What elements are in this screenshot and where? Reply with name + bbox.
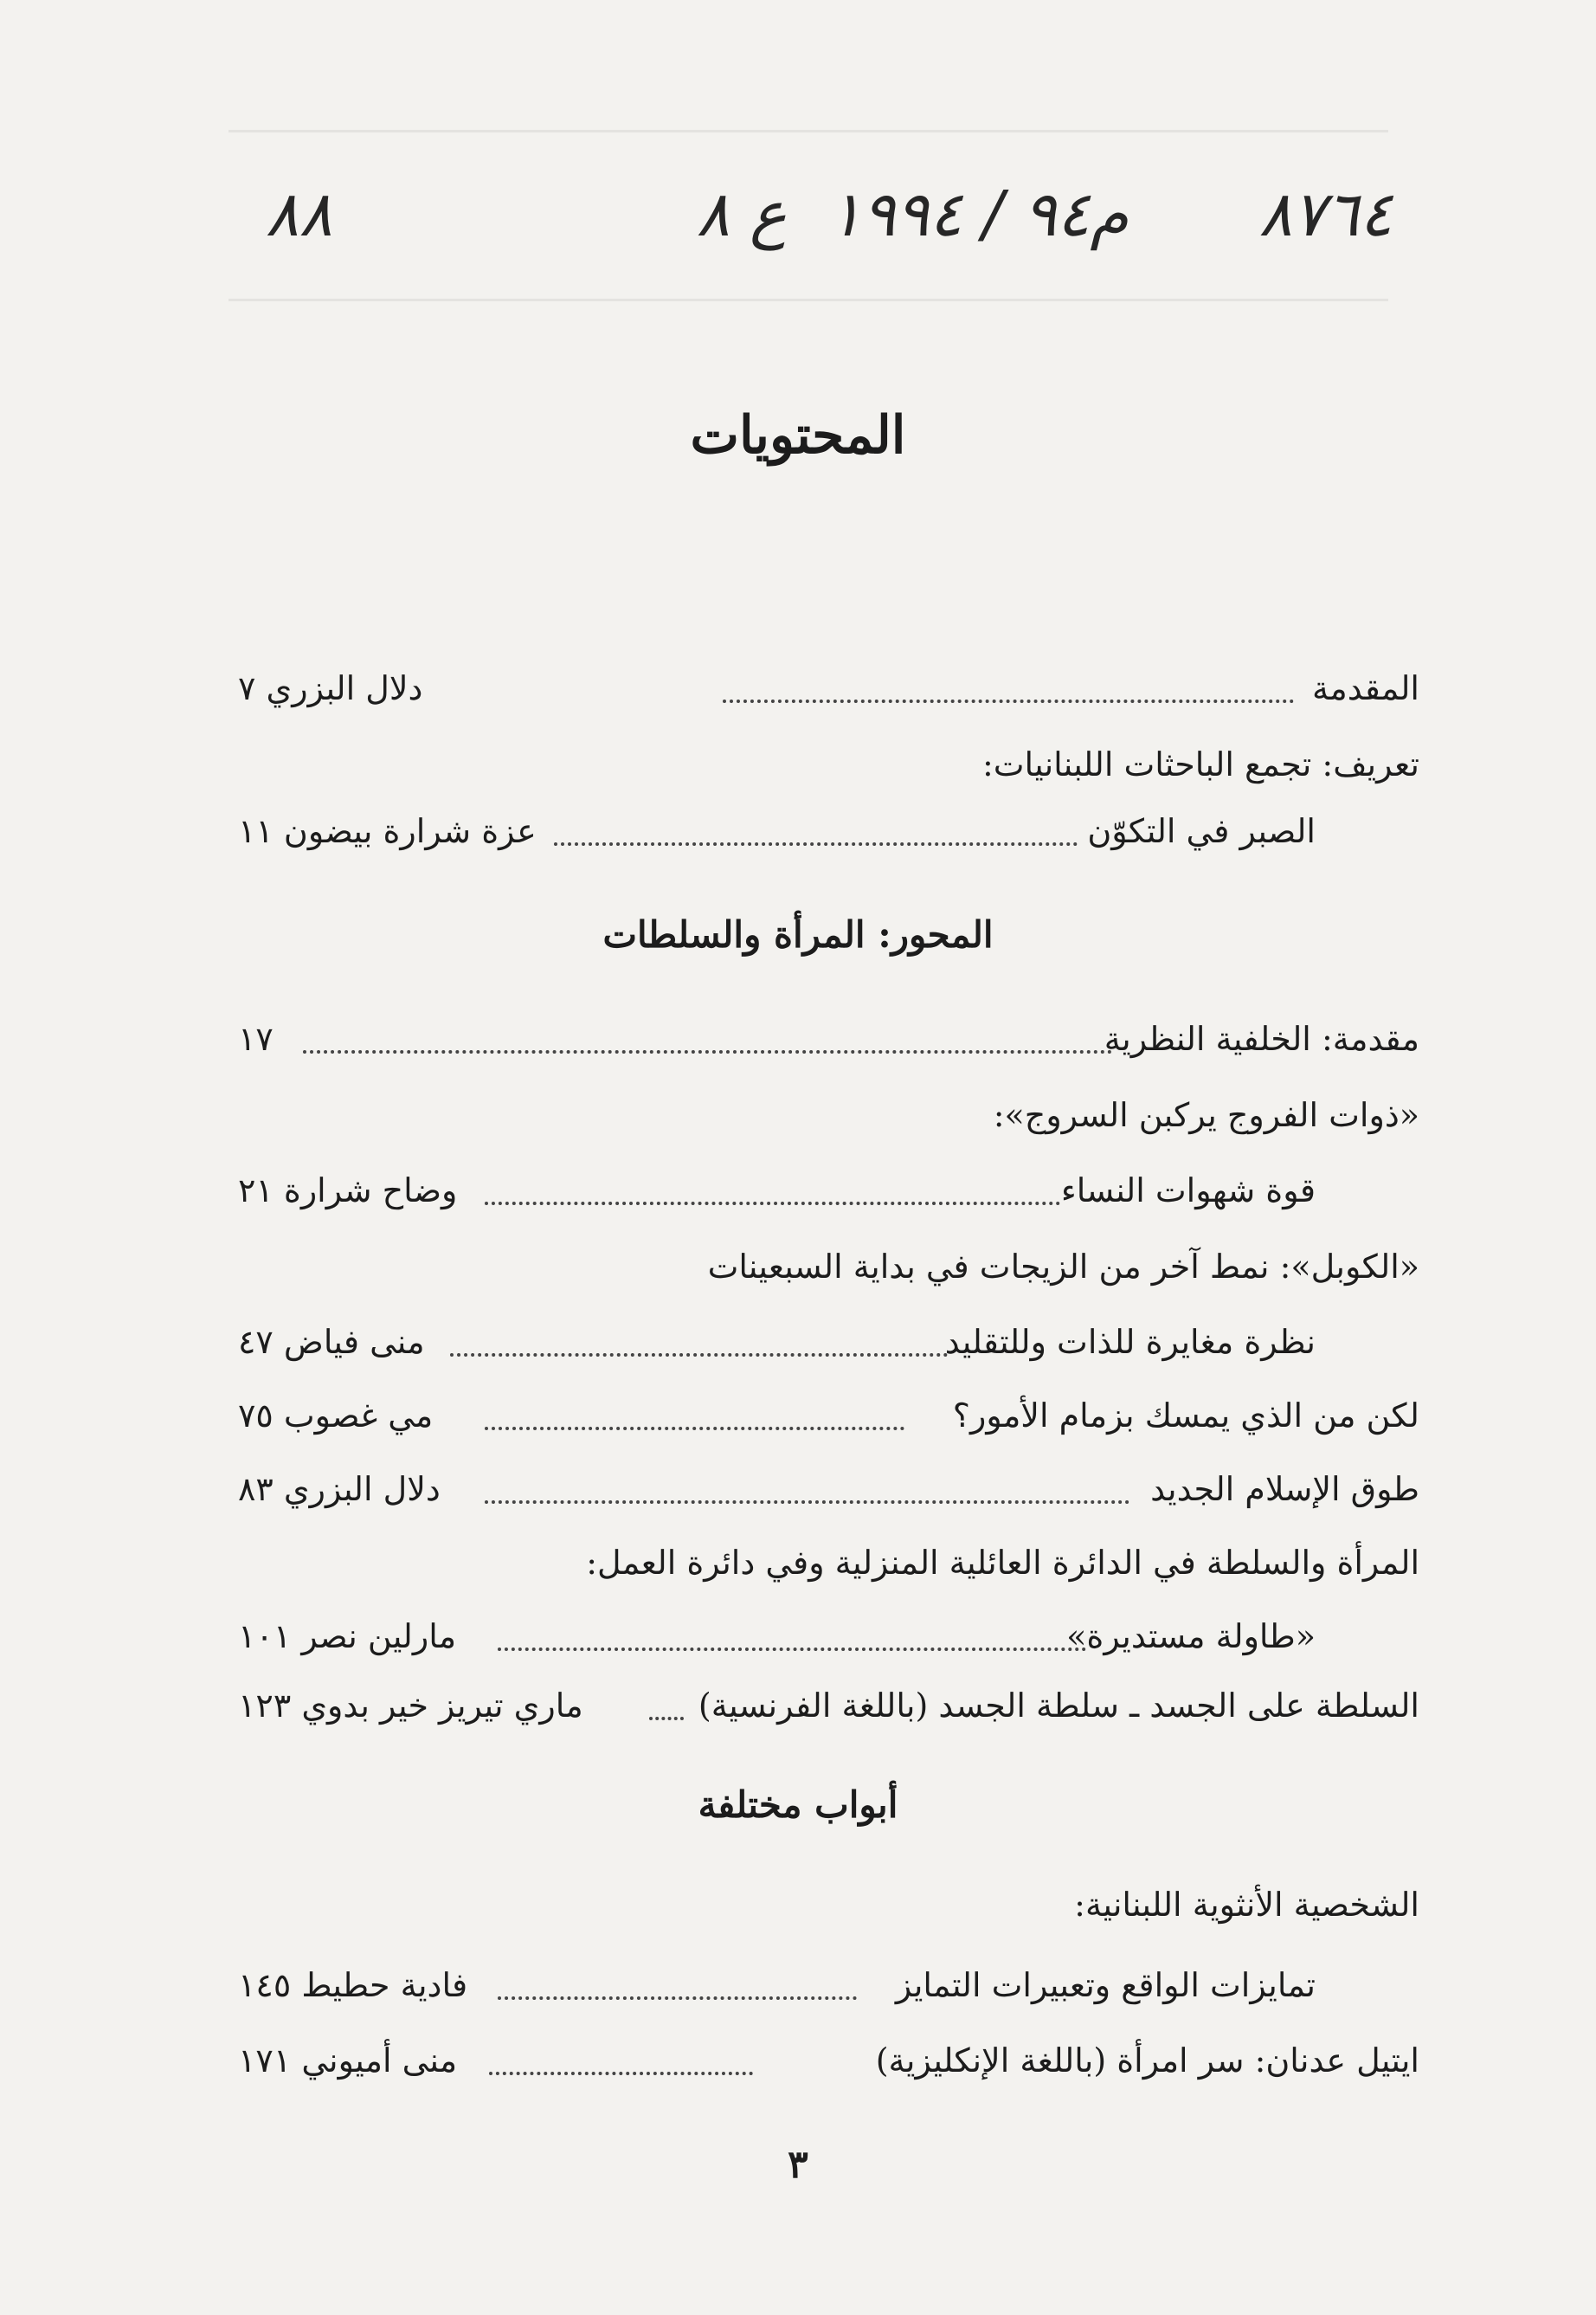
toc-entry-author-page: دلال البزري ٧ — [238, 669, 423, 707]
toc-entry — [238, 1459, 1419, 1519]
toc-entry-author-page: فادية حطيط ١٤٥ — [238, 1966, 468, 2004]
leader-dots — [485, 1202, 1060, 1205]
toc-subheading — [238, 1532, 1419, 1593]
leader-dots — [489, 2072, 753, 2075]
leader-dots — [498, 1648, 1086, 1651]
leader-dots — [485, 1500, 1129, 1504]
toc-subheading-text: تعريف: تجمع الباحثات اللبنانيات: — [981, 745, 1419, 783]
toc-entry-title: المقدمة — [1311, 669, 1419, 707]
toc-subheading — [238, 1236, 1419, 1297]
toc-entry-title: السلطة على الجسد ـ سلطة الجسد (باللغة الفرنسية) — [698, 1686, 1419, 1725]
section-heading: أبواب مختلفة — [698, 1783, 898, 1826]
toc-entry — [238, 2030, 1419, 2091]
toc-subheading — [238, 1874, 1419, 1935]
toc-entry — [238, 1009, 1419, 1069]
toc-subheading-text: المرأة والسلطة في الدائرة العائلية المنزلية وفي دائرة العمل: — [586, 1544, 1419, 1582]
section-heading: المحور: المرأة والسلطات — [602, 913, 994, 956]
toc-entry-author-page: دلال البزري ٨٣ — [238, 1470, 441, 1508]
page-title: المحتويات — [690, 405, 906, 466]
toc-subheading-text: «ذوات الفروج يركبن السروج»: — [993, 1096, 1419, 1134]
toc-entry — [238, 1606, 1419, 1667]
handwritten-note-part: م٩٤ / ١٩٩٤ — [828, 177, 1129, 250]
handwritten-catalog-note — [0, 177, 1596, 273]
toc-subheading — [238, 1085, 1419, 1145]
toc-entry — [238, 1955, 1419, 2015]
toc-entry-author-page: وضاح شرارة ٢١ — [238, 1171, 458, 1209]
leader-dots — [649, 1717, 684, 1720]
leader-dots — [450, 1353, 948, 1357]
toc-entry-title: نظرة مغايرة للذات وللتقليد — [944, 1323, 1316, 1361]
toc-entry-author-page: عزة شرارة بيضون ١١ — [238, 812, 537, 850]
toc-entry-author-page: مي غصوب ٧٥ — [238, 1396, 434, 1435]
toc-entry — [238, 1160, 1419, 1221]
toc-subheading-text: «الكوبل»: نمط آخر من الزيجات في بداية السبعينات — [707, 1248, 1419, 1286]
bleed-through-mark — [228, 299, 1388, 301]
toc-subheading — [238, 734, 1419, 795]
handwritten-note-part: ع ٨ — [696, 177, 787, 250]
toc-entry-title: مقدمة: الخلفية النظرية — [1104, 1020, 1419, 1058]
toc-entry-title: تمايزات الواقع وتعبيرات التمايز — [895, 1966, 1316, 2004]
toc-entry — [238, 1385, 1419, 1446]
toc-subheading-text: الشخصية الأنثوية اللبنانية: — [1074, 1886, 1419, 1924]
toc-entry-title: قوة شهوات النساء — [1060, 1171, 1316, 1209]
toc-entry-title: الصبر في التكوّن — [1087, 812, 1316, 850]
toc-entry-author-page: منى أميوني ١٧١ — [238, 2041, 458, 2080]
leader-dots — [485, 1427, 904, 1430]
toc-entry-title: «طاولة مستديرة» — [1066, 1617, 1316, 1655]
toc-entry-author-page: مارلين نصر ١٠١ — [238, 1617, 457, 1655]
toc-entry — [238, 1675, 1419, 1736]
leader-dots — [554, 842, 1078, 846]
toc-entry-title: ايتيل عدنان: سر امرأة (باللغة الإنكليزية) — [875, 2041, 1419, 2080]
toc-entry-author-page: ١٧ — [238, 1020, 274, 1058]
toc-entry — [238, 658, 1419, 719]
page-number: ٣ — [788, 2143, 808, 2187]
toc-entry-author-page: ماري تيريز خير بدوي ١٢٣ — [238, 1686, 583, 1725]
toc-entry-title: لكن من الذي يمسك بزمام الأمور؟ — [952, 1396, 1419, 1435]
handwritten-note-part: ٨٨ — [265, 177, 332, 250]
toc-entry — [238, 1312, 1419, 1372]
leader-dots — [723, 700, 1294, 703]
toc-entry-title: طوق الإسلام الجديد — [1150, 1470, 1419, 1508]
leader-dots — [498, 1996, 857, 2000]
bleed-through-mark — [228, 130, 1388, 132]
toc-entry-author-page: منى فياض ٤٧ — [238, 1323, 425, 1361]
leader-dots — [303, 1050, 1112, 1054]
handwritten-note-part: ٨٧٦٤ — [1258, 177, 1393, 250]
toc-entry — [238, 801, 1419, 861]
